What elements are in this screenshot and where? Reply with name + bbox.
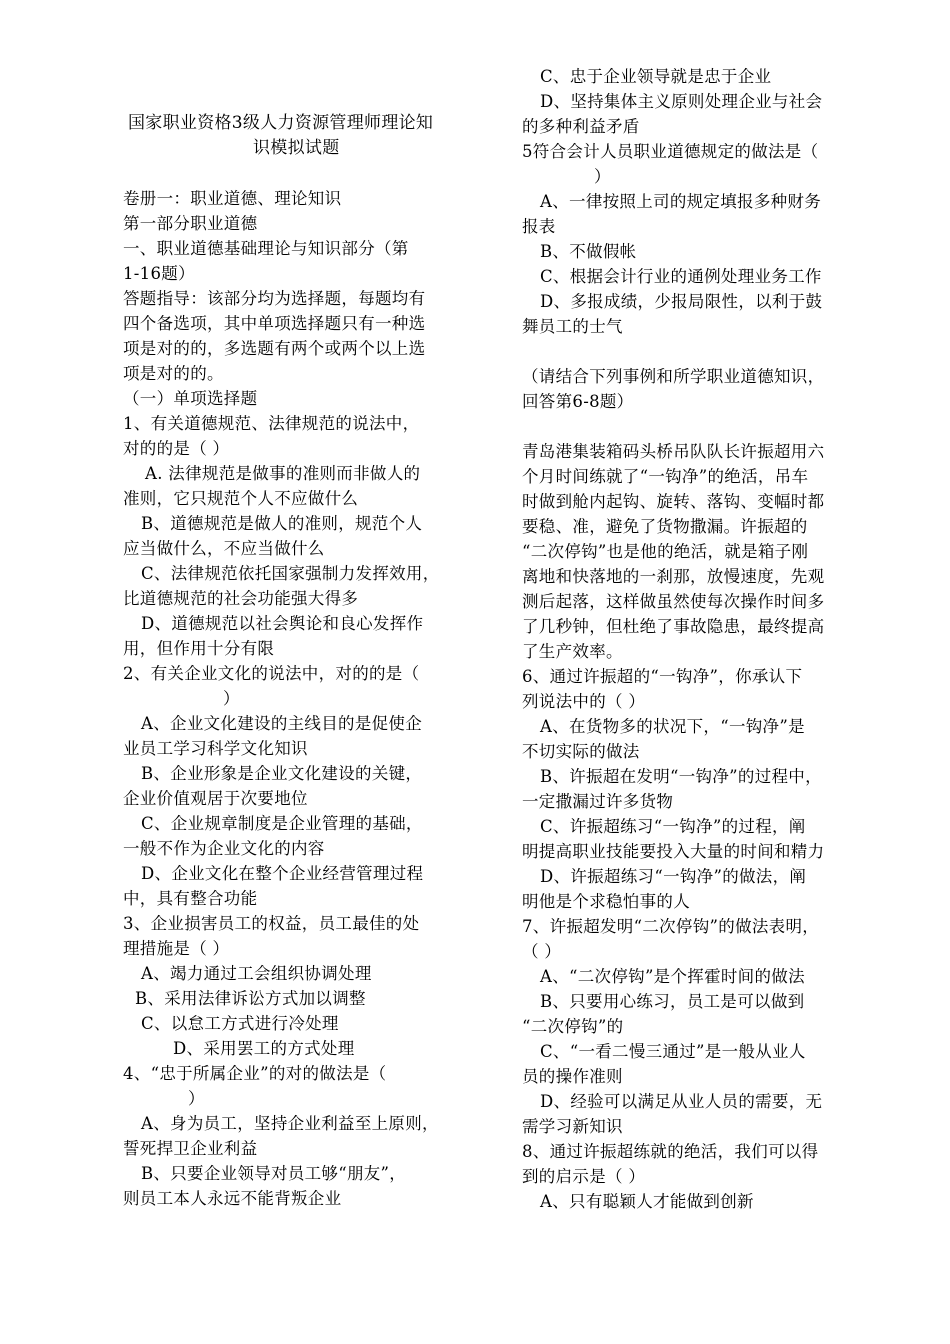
text-line: 中，具有整合功能 [123,889,258,908]
text-line: 准则，它只规范个人不应做什么 [123,489,359,508]
text-line: A、身为员工，坚持企业利益至上原则， [141,1114,439,1133]
text-line: 1-16题） [123,264,195,283]
text-line: 3、企业损害员工的权益，员工最佳的处 [123,914,420,933]
text-line: 6、通过许振超的“一钩净”，你承认下 [522,667,803,686]
text-line: 对的的是（ ） [123,439,230,458]
text-line: B、许振超在发明“一钩净”的过程中， [540,767,822,786]
text-line: 舞员工的士气 [522,317,623,336]
text-line: 的多种利益矛盾 [522,117,640,136]
text-line: C、法律规范依托国家强制力发挥效用， [141,564,440,583]
text-line: （ ） [522,942,562,961]
text-line: “二次停钩”的 [522,1017,624,1036]
text-line: 2、有关企业文化的说法中，对的的是（ [123,664,420,683]
text-line: A、一律按照上司的规定填报多种财务 [540,192,822,211]
text-line: A、在货物多的状况下，“一钩净”是 [540,717,805,736]
text-line: ） [223,689,240,708]
text-line: 青岛港集装箱码头桥吊队队长许振超用六 [522,442,825,461]
text-line: 了几秒钟，但杜绝了事故隐患，最终提高 [522,617,825,636]
text-line: 到的启示是（ ） [522,1167,646,1186]
text-line: ） [594,167,611,186]
text-line: （一）单项选择题 [123,389,258,408]
text-line: D、坚持集体主义原则处理企业与社会 [540,92,823,111]
text-line: D、企业文化在整个企业经营管理过程 [141,864,424,883]
text-line: B、道德规范是做人的准则，规范个人 [141,514,423,533]
text-line: 应当做什么，不应当做什么 [123,539,325,558]
text-line: 了生产效率。 [522,642,623,661]
text-line: A、只有聪颖人才能做到创新 [540,1192,754,1211]
text-line: 离地和快落地的一刹那，放慢速度，先观 [522,567,825,586]
text-line: A、企业文化建设的主线目的是促使企 [141,714,423,733]
text-line: 明提高职业技能要投入大量的时间和精力 [522,842,825,861]
text-line: 一般不作为企业文化的内容 [123,839,325,858]
text-line: 企业价值观居于次要地位 [123,789,308,808]
text-line: 誓死捍卫企业利益 [123,1139,258,1158]
text-line: C、根据会计行业的通例处理业务工作 [540,267,822,286]
text-line: 列说法中的（ ） [522,692,646,711]
text-line: C、忠于企业领导就是忠于企业 [540,67,772,86]
text-line: C、“一看二慢三通过”是一般从业人 [540,1042,806,1061]
text-line: B、只要用心练习，员工是可以做到 [540,992,805,1011]
text-line: 员的操作准则 [522,1067,623,1086]
text-line: D、多报成绩，少报局限性，以利于鼓 [540,292,823,311]
text-line: 比道德规范的社会功能强大得多 [123,589,359,608]
text-line: “二次停钩”也是他的绝活，就是箱子刚 [522,542,809,561]
text-line: 国家职业资格3级人力资源管理师理论知 [128,113,434,133]
text-line: 个月时间练就了“一钩净”的绝活，吊车 [522,467,809,486]
text-line: D、许振超练习“一钩净”的做法，阐 [540,867,807,886]
text-line: C、企业规章制度是企业管理的基础， [141,814,423,833]
text-line: A、“二次停钩”是个挥霍时间的做法 [540,967,805,986]
text-line: 需学习新知识 [522,1117,623,1136]
text-line: 报表 [522,217,556,236]
text-line: ） [188,1089,205,1108]
text-line: 明他是个求稳怕事的人 [522,892,690,911]
text-line: B、只要企业领导对员工够“朋友”， [141,1164,407,1183]
text-line: 一定撒漏过许多货物 [522,792,674,811]
text-line: 识模拟试题 [253,138,340,158]
text-line: C、以怠工方式进行冷处理 [141,1014,339,1033]
text-line: D、经验可以满足从业人员的需要，无 [540,1092,823,1111]
text-line: 卷册一：职业道德、理论知识 [123,189,342,208]
text-line: 4、“忠于所属企业”的对的做法是（ [123,1064,387,1083]
text-line: 7、许振超发明“二次停钩”的做法表明， [522,917,820,936]
text-line: 时做到舱内起钩、旋转、落钩、变幅时都 [522,492,825,511]
text-line: A、竭力通过工会组织协调处理 [141,964,372,983]
text-line: C、许振超练习“一钩净”的过程，阐 [540,817,806,836]
text-line: A. 法律规范是做事的准则而非做人的 [145,464,421,483]
text-line: 用，但作用十分有限 [123,639,275,658]
text-line: 一、职业道德基础理论与知识部分（第 [123,239,409,258]
text-line: 项是对的的，多选题有两个或两个以上选 [123,339,426,358]
text-line: B、采用法律诉讼方式加以调整 [135,989,366,1008]
text-line: 第一部分职业道德 [123,214,258,233]
text-line: 8、通过许振超练就的绝活，我们可以得 [522,1142,819,1161]
text-line: 测后起落，这样做虽然使每次操作时间多 [522,592,825,611]
text-line: 理措施是（ ） [123,939,230,958]
text-line: D、道德规范以社会舆论和良心发挥作 [141,614,424,633]
text-line: B、不做假帐 [540,242,637,261]
text-line: 要稳、准，避免了货物撒漏。许振超的 [522,517,808,536]
text-line: 回答第6-8题） [522,392,634,411]
text-line: 则员工本人永远不能背叛企业 [123,1189,342,1208]
text-line: 业员工学习科学文化知识 [123,739,308,758]
text-line: 不切实际的做法 [522,742,640,761]
text-line: D、采用罢工的方式处理 [173,1039,355,1058]
text-line: （请结合下列事例和所学职业道德知识， [522,367,825,386]
text-line: 答题指导：该部分均为选择题，每题均有 [123,289,426,308]
text-line: 1、有关道德规范、法律规范的说法中， [123,414,420,433]
text-line: 四个备选项，其中单项选择题只有一种选 [123,314,426,333]
text-line: 5符合会计人员职业道德规定的做法是（ [522,142,819,161]
text-line: 项是对的的。 [123,364,224,383]
text-line: B、企业形象是企业文化建设的关键， [141,764,423,783]
